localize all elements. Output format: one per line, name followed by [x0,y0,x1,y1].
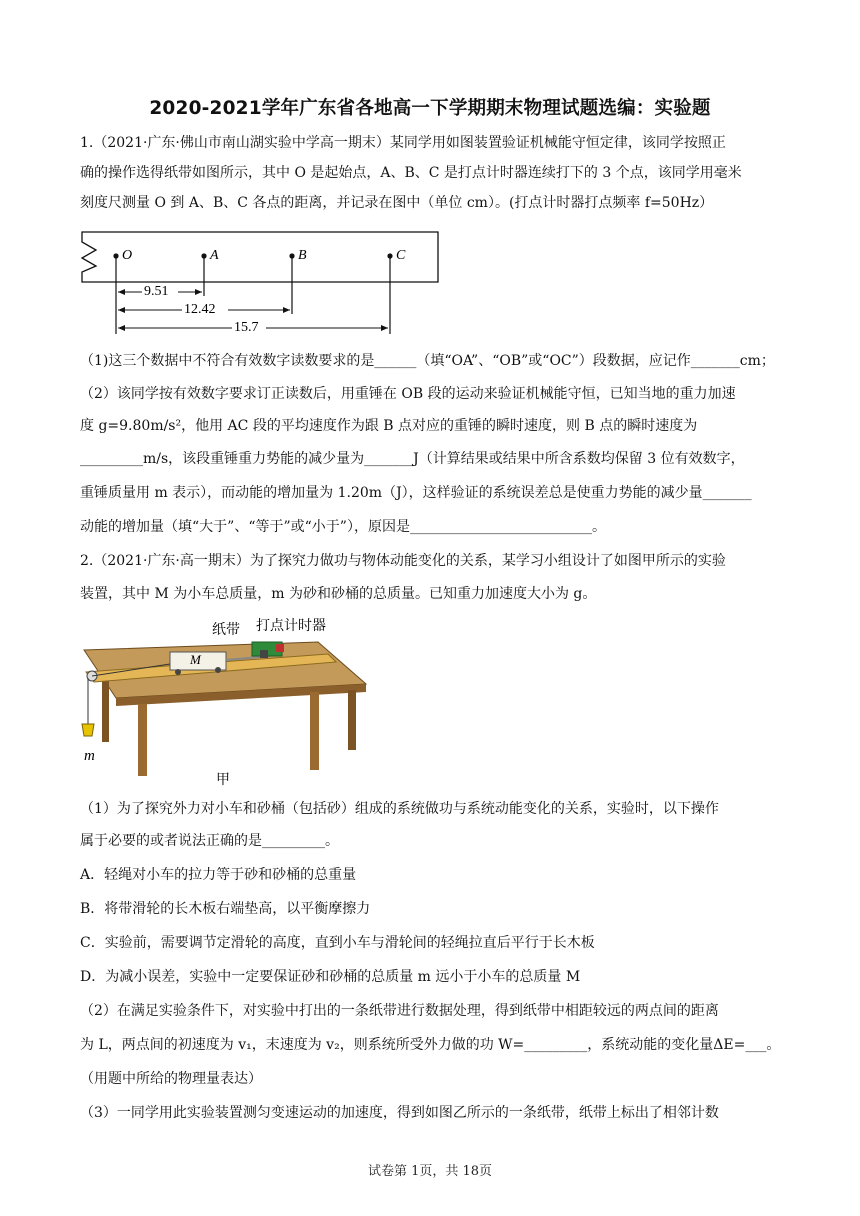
cart-label: M [190,652,201,667]
label-b: B [298,248,307,263]
dim-ob-value: 12.42 [184,302,216,317]
timer-label: 打点计时器 [256,619,326,634]
label-c: C [396,248,406,263]
table-leg [348,690,356,750]
q2-part1-line-1: （1）为了探究外力对小车和砂桶（包括砂）组成的系统做功与系统动能变化的关系，实验时，以下操作 [80,801,719,817]
cart-experiment-figure [80,612,380,788]
dim-oa-value: 9.51 [144,284,169,299]
table-leg [310,692,319,770]
q2-line-1: 2.（2021·广东·高一期末）为了探究力做功与物体动能变化的关系，某学习小组设计了如图甲所示的实验 [80,553,726,569]
q1-part1: （1)这三个数据中不符合有效数字读数要求的是______（填“OA”、“OB”或“OC”）段数据，应记作_______cm； [80,353,775,369]
label-o: O [122,248,133,263]
label-a: A [210,248,219,263]
option-a: A．轻绳对小车的拉力等于砂和砂桶的总重量 [80,867,357,883]
option-b: B．将带滑轮的长木板右端垫高，以平衡摩擦力 [80,901,371,917]
q2-part2-line-1: （2）在满足实验条件下，对实验中打出的一条纸带进行数据处理，得到纸带中相距较远的两点间的距离 [80,1003,719,1019]
figure-caption: 甲 [216,773,230,788]
q2-part1-line-2: 属于必要的或者说法正确的是_________。 [80,833,339,849]
q2-part2-line-2: 为 L，两点间的初速度为 v₁，末速度为 v₂，则系统所受外力做的功 W=_________，系统动能的变化量ΔE=___。 [80,1037,781,1053]
table-leg [138,704,147,776]
q2-part3-line-1: （3）一同学用此实验装置测匀变速运动的加速度，得到如图乙所示的一条纸带，纸带上标出了相邻计数 [80,1105,719,1121]
table-leg [102,672,109,742]
q1-part2-line-4: 重锤质量用 m 表示），而动能的增加量为 1.20m（J），这样验证的系统误差总是使重力势能的减少量_______ [80,485,752,501]
page-title: 2020-2021学年广东省各地高一下学期期末物理试题选编：实验题 [149,98,711,119]
dim-oc-value: 15.7 [234,320,259,335]
q1-part2-line-2: 度 g=9.80m/s²，他用 AC 段的平均速度作为跟 B 点对应的重锤的瞬时速度，则 B 点的瞬时速度为 [80,418,698,434]
q1-line-3: 刻度尺测量 O 到 A、B、C 各点的距离，并记录在图中（单位 cm）。(打点计时器打点频率 f=50Hz） [80,195,714,211]
paper-tape-figure [76,228,446,340]
mass-label: m [84,748,95,764]
q1-line-2: 确的操作选得纸带如图所示，其中 O 是起始点，A、B、C 是打点计时器连续打下的 3 个点，该同学用毫米 [80,165,742,181]
tape-label: 纸带 [212,623,240,638]
page-footer: 试卷第 1页，共 18页 [367,1164,493,1179]
q1-part2-line-1: （2）该同学按有效数字要求订正读数后，用重锤在 OB 段的运动来验证机械能守恒，已知当地的重力加速 [80,386,736,402]
q1-part2-line-5: 动能的增加量（填“大于”、“等于”或“小于”），原因是__________________________。 [80,519,606,535]
option-d: D．为减小误差，实验中一定要保证砂和砂桶的总质量 m 远小于小车的总质量 M [80,969,581,985]
q1-part2-line-3: _________m/s，该段重锤重力势能的减少量为_______J（计算结果或结果中所含系数均保留 3 位有效数字， [80,451,745,467]
q2-line-2: 装置，其中 M 为小车总质量，m 为砂和砂桶的总质量。已知重力加速度大小为 g。 [80,586,597,602]
q1-line-1: 1.（2021·广东·佛山市南山湖实验中学高一期末）某同学用如图装置验证机械能守恒定律，该同学按照正 [80,135,726,151]
option-c: C．实验前，需要调节定滑轮的高度，直到小车与滑轮间的轻绳拉直后平行于长木板 [80,935,595,951]
sand-bucket [82,724,94,736]
paper-tape [82,232,438,282]
q2-part2-line-3: （用题中所给的物理量表达） [80,1071,262,1087]
